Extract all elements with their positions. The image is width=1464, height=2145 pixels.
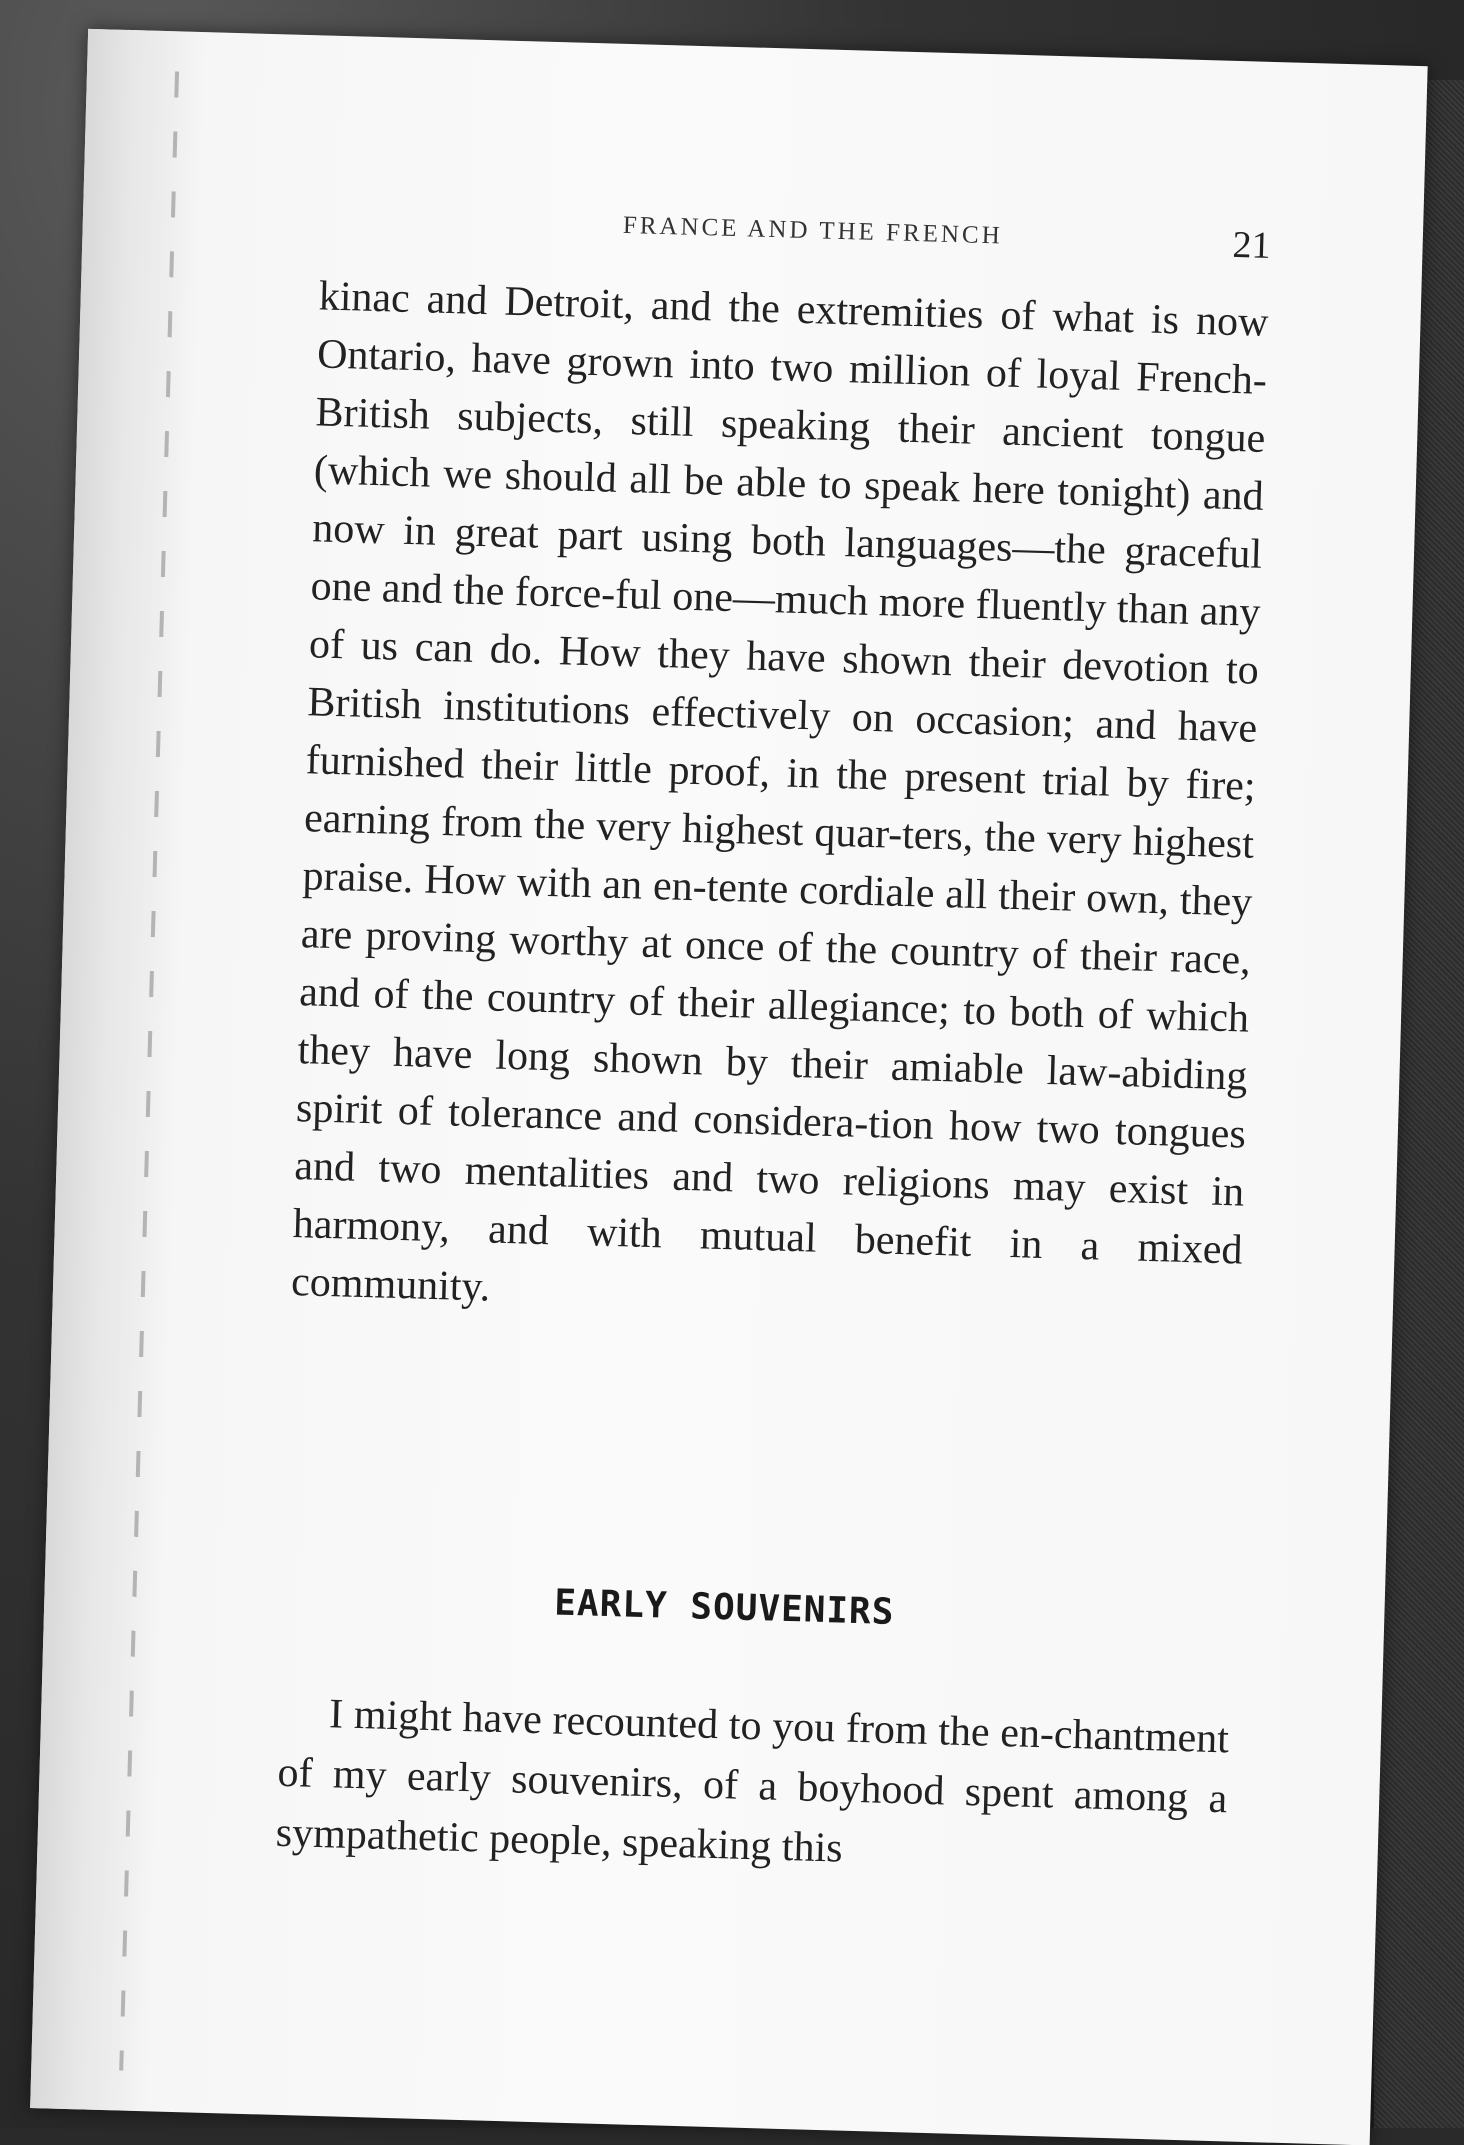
page-number: 21 bbox=[1232, 223, 1272, 267]
body-paragraph-2: I might have recounted to you from the en-chantment of my early souvenirs, of a boyhood spent among a sympathetic people, speaking this bbox=[275, 1691, 1230, 1872]
running-header: FRANCE AND THE FRENCH bbox=[622, 211, 1004, 250]
section-heading: EARLY SOUVENIRS bbox=[553, 1582, 895, 1633]
book-page bbox=[30, 29, 1428, 2145]
body-paragraph: kinac and Detroit, and the extremities of what is now Ontario, have grown into two million of loyal French-British subjects, still speaking their ancient tongue (which we should all be able to speak here tonight) and now in great part using both languages—the graceful one and the force-ful one—much more fluently than any of us can do. How they have shown their devotion to British institutions effectively on occasion; and have furnished their little proof, in the present trial by fire; earning from the very highest quar-ters, the very highest praise. How with an en-tente cordiale all their own, they are proving worthy at once of the country of their race, and of the country of their allegiance; to both of which they have long shown by their amiable law-abiding spirit of tolerance and considera-tion how two tongues and two mentalities and two religions may exist in harmony, and with mutual benefit in a mixed community. bbox=[290, 273, 1270, 1311]
